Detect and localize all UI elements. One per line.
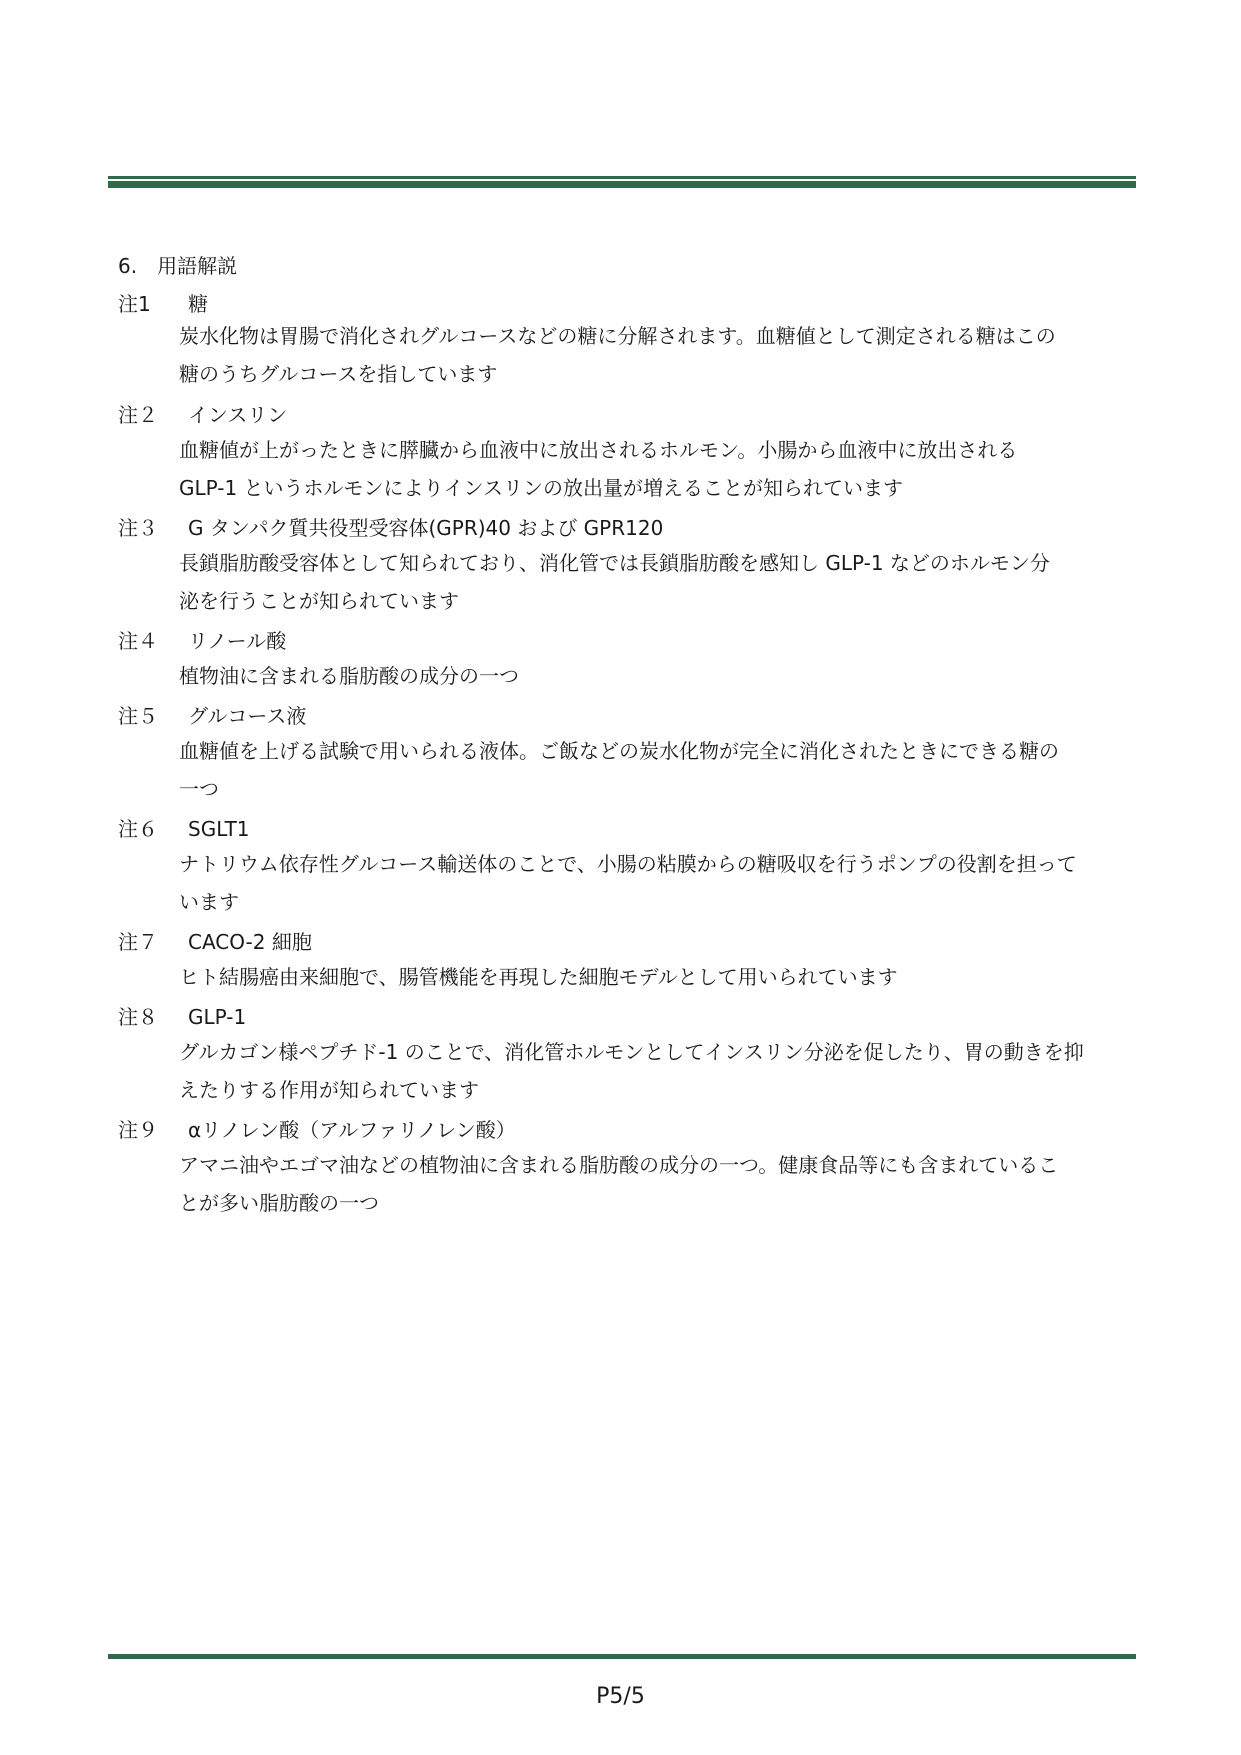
note-number: 注９ [118,1118,158,1142]
note-body [179,1034,1139,1109]
footer-rule [108,1654,1136,1659]
note-number: 注８ [118,1005,158,1029]
note-body [179,733,1139,808]
note-body-line: えたりする作用が知られています [179,1077,479,1102]
note-heading [118,1003,246,1031]
note-body-line: 長鎖脂肪酸受容体として知られており、消化管では長鎖脂肪酸を感知し GLP-1 などのホルモン分 [179,551,1050,575]
note-heading [118,928,312,956]
note-body [179,959,1139,997]
note-term: インスリン [188,403,288,427]
note-term: 糖 [188,292,208,316]
note-body-line: ナトリウム依存性グルコース輸送体のことで、小腸の粘膜からの糖吸収を行うポンプの役割を担って [179,852,1077,876]
note-term: リノール酸 [188,629,287,653]
note-number: 注６ [118,817,158,841]
note-body-line: 一つ [179,776,219,801]
note-number: 注４ [118,629,158,653]
note-body [179,1147,1139,1222]
note-heading [118,290,208,318]
note-body-line: グルカゴン様ペプチド-1 のことで、消化管ホルモンとしてインスリン分泌を促したり、胃の動きを抑 [179,1040,1084,1064]
note-number: 注７ [118,930,158,954]
note-heading [118,702,306,730]
note-term: αリノレン酸（アルファリノレン酸） [188,1118,516,1142]
note-heading [118,627,286,655]
note-heading [118,514,663,542]
note-body-line: 糖のうちグルコースを指しています [179,361,498,386]
note-body [179,432,1139,507]
note-heading [118,1116,516,1144]
note-term: GLP-1 [188,1005,247,1029]
note-body-line: 血糖値が上がったときに膵臓から血液中に放出されるホルモン。小腸から血液中に放出される [179,438,1018,462]
note-term: G タンパク質共役型受容体(GPR)40 および GPR120 [188,516,664,540]
note-body-line: GLP-1 というホルモンによりインスリンの放出量が増えることが知られています [179,475,903,500]
note-body [179,318,1139,393]
page-number: P5/5 [596,1684,645,1709]
note-number: 注1 [118,292,151,316]
note-body [179,545,1139,620]
note-number: 注５ [118,704,158,728]
note-number: 注３ [118,516,158,540]
note-body-line: 植物油に含まれる脂肪酸の成分の一つ [179,664,519,688]
note-body [179,658,1139,696]
note-body-line: 泌を行うことが知られています [179,588,459,613]
header-rule-thin [108,176,1136,179]
note-body [179,846,1139,921]
note-heading [118,401,287,429]
note-body-line: います [179,889,239,914]
note-body-line: ヒト結腸癌由来細胞で、腸管機能を再現した細胞モデルとして用いられています [179,965,898,989]
note-body-line: アマニ油やエゴマ油などの植物油に含まれる脂肪酸の成分の一つ。健康食品等にも含まれているこ [179,1153,1059,1177]
header-rule [108,176,1136,188]
header-rule-thick [108,181,1136,188]
note-term: グルコース液 [188,704,307,728]
note-body-line: とが多い脂肪酸の一つ [179,1190,379,1215]
note-term: CACO-2 細胞 [188,930,312,954]
note-body-line: 血糖値を上げる試験で用いられる液体。ご飯などの炭水化物が完全に消化されたときにできる糖の [179,739,1059,763]
note-body-line: 炭水化物は胃腸で消化されグルコースなどの糖に分解されます。血糖値として測定される糖はこの [179,324,1056,348]
note-number: 注２ [118,403,158,427]
section-heading: 6. 用語解説 [118,254,238,278]
note-heading [118,815,250,843]
note-term: SGLT1 [188,817,250,841]
